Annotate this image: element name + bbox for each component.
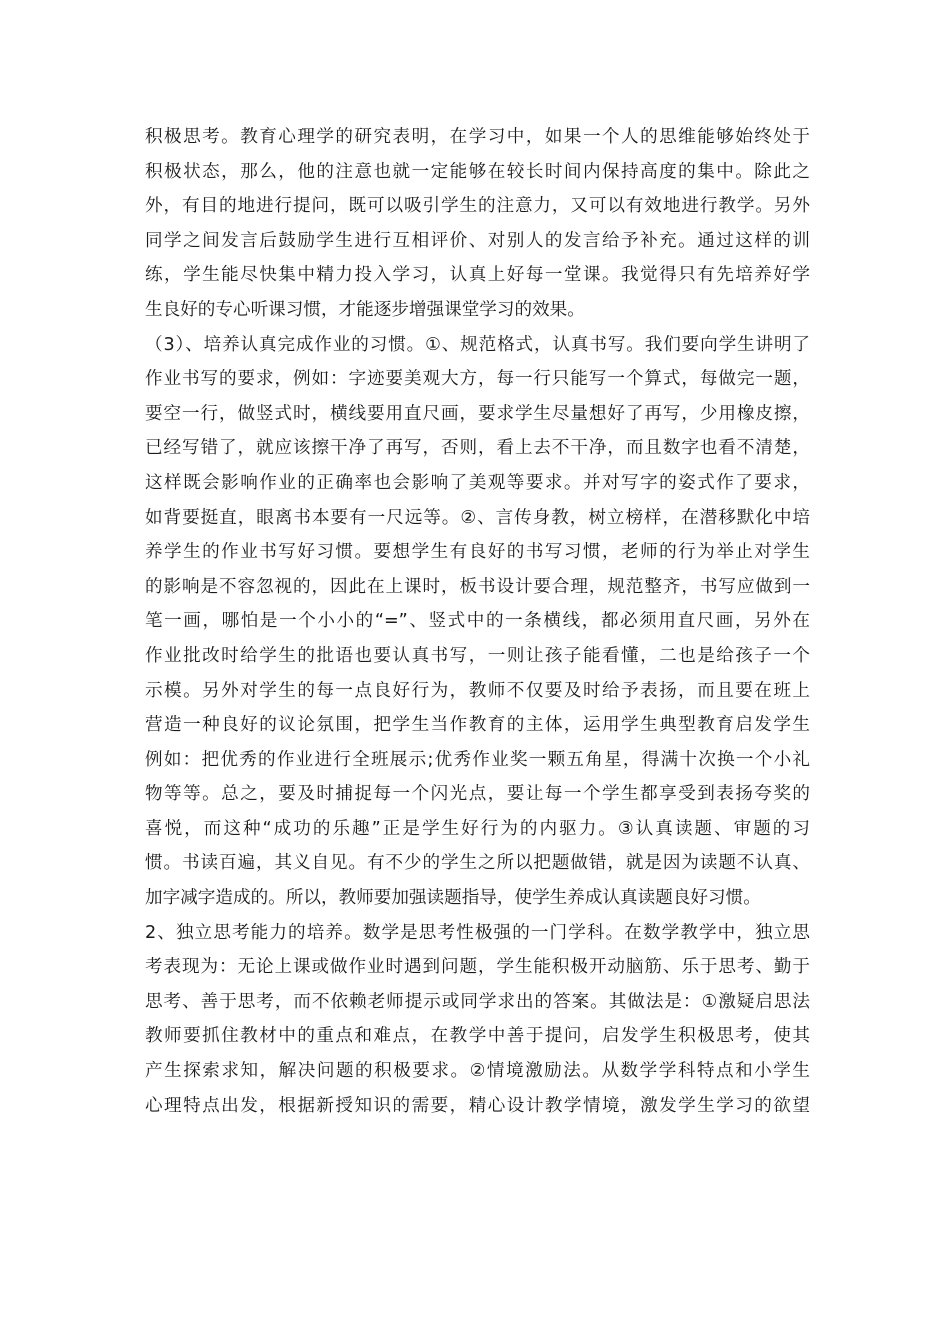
text-line: 作业书写的要求，例如：字迹要美观大方，每一行只能写一个算式，每做完一题， (145, 369, 810, 390)
text-line: 外，有目的地进行提问，既可以吸引学生的注意力，又可以有效地进行教学。另外 (145, 196, 810, 217)
text-line: 物等等。总之，要及时捕捉每一个闪光点，要让每一个学生都享受到表扬夸奖的 (145, 784, 810, 805)
text-line: 生良好的专心听课习惯，才能逐步增强课堂学习的效果。 (145, 299, 585, 320)
text-line: （3）、培养认真完成作业的习惯。①、规范格式，认真书写。我们要向学生讲明了 (145, 334, 810, 355)
text-line: 产生探索求知，解决问题的积极要求。②情境激励法。从数学学科特点和小学生 (145, 1061, 810, 1082)
text-line: 示模。另外对学生的每一点良好行为，教师不仅要及时给予表扬，而且要在班上 (145, 680, 810, 701)
text-line: 考表现为：无论上课或做作业时遇到问题，学生能积极开动脑筋、乐于思考、勤于 (145, 957, 810, 978)
text-line: 的影响是不容忽视的，因此在上课时，板书设计要合理，规范整齐，书写应做到一 (145, 576, 810, 597)
text-line: 笔一画，哪怕是一个小小的“=”、竖式中的一条横线，都必须用直尺画，另外在 (145, 611, 810, 632)
text-line: 思考、善于思考，而不依赖老师提示或同学求出的答案。其做法是：①激疑启思法 (145, 991, 810, 1012)
text-line: 已经写错了，就应该擦干净了再写，否则，看上去不干净，而且数字也看不清楚， (145, 438, 810, 459)
text-line: 心理特点出发，根据新授知识的需要，精心设计教学情境，激发学生学习的欲望 (145, 1095, 810, 1116)
text-line: 如背要挺直，眼离书本要有一尺远等。②、言传身教，树立榜样，在潜移默化中培 (145, 507, 810, 528)
text-line: 惯。书读百遍，其义自见。有不少的学生之所以把题做错，就是因为读题不认真、 (145, 853, 810, 874)
text-line: 营造一种良好的议论氛围，把学生当作教育的主体，运用学生典型教育启发学生 (145, 715, 810, 736)
text-line: 积极思考。教育心理学的研究表明，在学习中，如果一个人的思维能够始终处于 (145, 127, 810, 147)
text-line: 作业批改时给学生的批语也要认真书写，一则让孩子能看懂，二也是给孩子一个 (145, 645, 810, 666)
text-line: 积极状态，那么，他的注意也就一定能够在较长时间内保持高度的集中。除此之 (145, 161, 810, 182)
text-line: 例如：把优秀的作业进行全班展示;优秀作业奖一颗五角星，得满十次换一个小礼 (145, 749, 810, 770)
text-line: 要空一行，做竖式时，横线要用直尺画，要求学生尽量想好了再写，少用橡皮擦， (145, 403, 810, 424)
text-line: 同学之间发言后鼓励学生进行互相评价、对别人的发言给予补充。通过这样的训 (145, 230, 810, 251)
text-line: 喜悦，而这种“成功的乐趣”正是学生好行为的内驱力。③认真读题、审题的习 (145, 818, 810, 839)
text-line: 教师要抓住教材中的重点和难点，在教学中善于提问，启发学生积极思考，使其 (145, 1026, 810, 1047)
text-line: 这样既会影响作业的正确率也会影响了美观等要求。并对写字的姿式作了要求， (145, 472, 810, 493)
document-body (145, 120, 810, 1123)
text-line: 加字减字造成的。所以，教师要加强读题指导，使学生养成认真读题良好习惯。 (145, 888, 761, 909)
text-line: 养学生的作业书写好习惯。要想学生有良好的书写习惯，老师的行为举止对学生 (145, 542, 810, 563)
text-line: 练，学生能尽快集中精力投入学习，认真上好每一堂课。我觉得只有先培养好学 (145, 265, 810, 286)
text-line: 2、独立思考能力的培养。数学是思考性极强的一门学科。在数学教学中，独立思 (145, 922, 810, 943)
